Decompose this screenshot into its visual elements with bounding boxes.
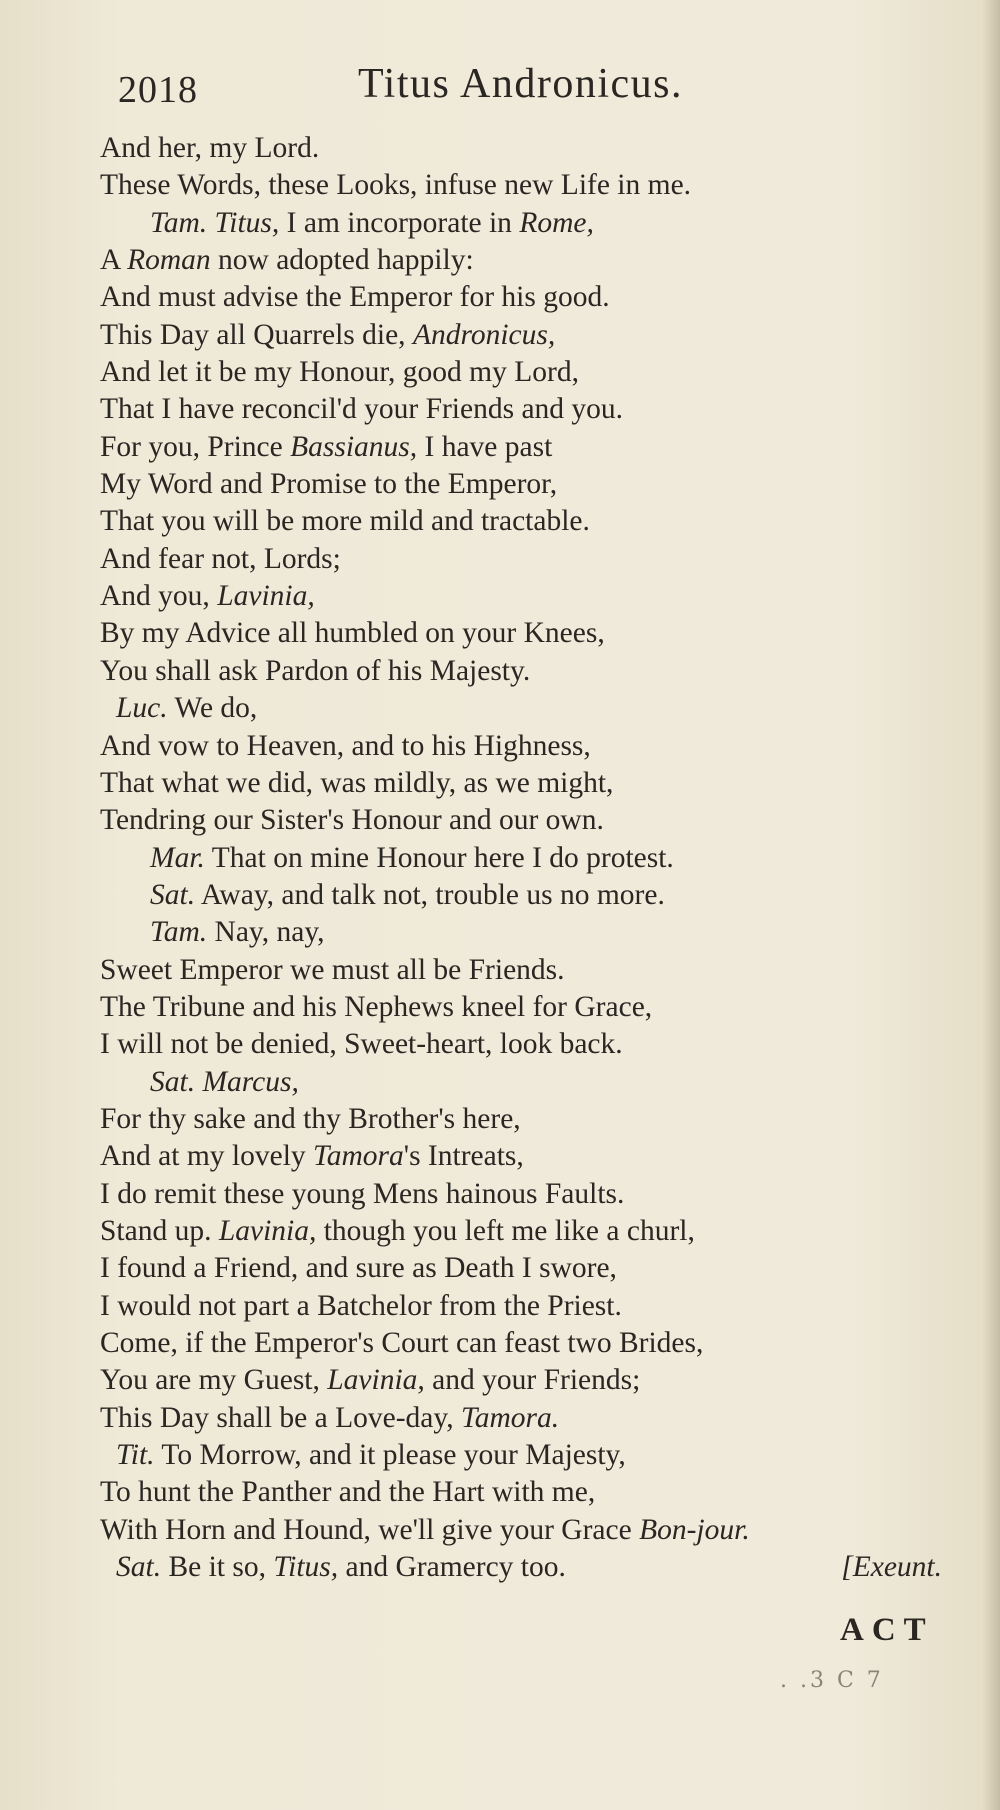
italic-segment: Tam. bbox=[150, 916, 208, 949]
text-line bbox=[100, 279, 980, 316]
text-line bbox=[100, 1325, 980, 1362]
text-line bbox=[100, 466, 980, 503]
text-segment: That I have reconcil'd your Friends and you. bbox=[100, 393, 624, 426]
text-segment: The Tribune and his Nephews kneel for Grace, bbox=[100, 990, 653, 1023]
text-segment: And fear not, Lords; bbox=[100, 542, 341, 575]
text-line bbox=[100, 802, 980, 839]
text-segment: I am incorporate in bbox=[279, 206, 520, 239]
text-line bbox=[100, 578, 980, 615]
italic-segment: Titus, bbox=[214, 206, 280, 239]
text-line bbox=[100, 1101, 980, 1138]
text-segment: That you will be more mild and tractable. bbox=[100, 505, 590, 538]
text-segment: Come, if the Emperor's Court can feast two Brides, bbox=[100, 1327, 704, 1359]
text-line bbox=[100, 728, 980, 765]
text-segment: That what we did, was mildly, as we might, bbox=[100, 766, 614, 799]
italic-segment: Titus, bbox=[273, 1551, 339, 1584]
running-title: Titus Andronicus. bbox=[358, 61, 684, 107]
text-segment: To hunt the Panther and the Hart with me, bbox=[100, 1476, 596, 1509]
text-segment: We do, bbox=[167, 692, 258, 725]
italic-segment: Lavinia, bbox=[327, 1364, 425, 1397]
text-line bbox=[100, 615, 980, 652]
text-line bbox=[100, 1250, 980, 1287]
text-segment: With Horn and Hound, we'll give your Grace bbox=[100, 1513, 640, 1546]
italic-segment: Sat. bbox=[116, 1551, 162, 1584]
text-line bbox=[100, 690, 980, 727]
play-text bbox=[100, 130, 980, 1586]
text-line bbox=[100, 1213, 980, 1250]
text-segment: And her, my Lord. bbox=[100, 132, 320, 164]
text-segment: And you, bbox=[100, 580, 218, 613]
text-segment: And let it be my Honour, good my Lord, bbox=[100, 356, 579, 389]
text-line bbox=[100, 1138, 980, 1175]
text-line bbox=[100, 1512, 980, 1549]
text-line bbox=[100, 1362, 980, 1399]
text-line bbox=[100, 167, 980, 204]
text-line bbox=[100, 877, 980, 914]
text-line bbox=[100, 1474, 980, 1511]
italic-segment: Andronicus, bbox=[412, 318, 556, 351]
text-line bbox=[100, 1026, 980, 1063]
italic-segment: Marcus, bbox=[202, 1065, 299, 1098]
italic-segment: Bon-jour. bbox=[639, 1513, 750, 1546]
catchword: ACT bbox=[840, 1612, 934, 1648]
text-segment: I will not be denied, Sweet-heart, look back. bbox=[100, 1028, 623, 1061]
text-segment: And vow to Heaven, and to his Highness, bbox=[100, 729, 591, 762]
text-segment: And must advise the Emperor for his good. bbox=[100, 281, 610, 314]
italic-segment: Bassianus, bbox=[290, 430, 418, 463]
italic-segment: Tit. bbox=[116, 1439, 155, 1472]
text-segment: Tendring our Sister's Honour and our own. bbox=[100, 804, 604, 837]
text-line bbox=[100, 503, 980, 540]
text-line bbox=[100, 541, 980, 578]
text-line bbox=[100, 1437, 980, 1474]
page-number: 2018 bbox=[118, 69, 198, 111]
italic-segment: Roman bbox=[127, 244, 211, 277]
text-segment: Be it so, bbox=[161, 1551, 274, 1584]
text-line bbox=[100, 354, 980, 391]
text-segment: You shall ask Pardon of his Majesty. bbox=[100, 654, 531, 687]
text-segment: Nay, nay, bbox=[207, 916, 325, 949]
text-segment: These Words, these Looks, infuse new Life in me. bbox=[100, 169, 692, 202]
italic-segment: Luc. bbox=[116, 692, 168, 725]
text-segment: This Day all Quarrels die, bbox=[100, 318, 413, 351]
text-line bbox=[100, 1176, 980, 1213]
text-segment: I do remit these young Mens hainous Faults. bbox=[100, 1177, 625, 1210]
text-segment: though you left me like a churl, bbox=[316, 1214, 695, 1247]
text-segment: By my Advice all humbled on your Knees, bbox=[100, 617, 605, 650]
text-line bbox=[100, 653, 980, 690]
text-segment: and Gramercy too. bbox=[338, 1551, 566, 1584]
text-segment: For thy sake and thy Brother's here, bbox=[100, 1102, 521, 1135]
text-line bbox=[100, 989, 980, 1026]
text-segment: now adopted happily: bbox=[210, 244, 474, 277]
text-segment: and your Friends; bbox=[424, 1364, 641, 1397]
text-segment: And at my lovely bbox=[100, 1140, 314, 1173]
text-line bbox=[100, 1288, 980, 1325]
text-line bbox=[100, 1064, 980, 1101]
text-segment: I would not part a Batchelor from the Priest. bbox=[100, 1289, 622, 1322]
italic-segment: Mar. bbox=[150, 841, 205, 874]
text-line bbox=[100, 391, 980, 428]
text-line bbox=[100, 952, 980, 989]
text-segment: A bbox=[100, 244, 128, 277]
text-segment: For you, Prince bbox=[100, 430, 291, 463]
text-line bbox=[100, 1400, 980, 1437]
text-segment: 's Intreats, bbox=[403, 1140, 524, 1173]
text-segment: To Morrow, and it please your Majesty, bbox=[154, 1439, 626, 1472]
text-segment: Stand up. bbox=[100, 1214, 219, 1247]
text-segment: Sweet Emperor we must all be Friends. bbox=[100, 953, 565, 986]
page-gutter-shadow bbox=[982, 0, 1000, 1810]
text-segment: This Day shall be a Love-day, bbox=[100, 1401, 461, 1434]
text-segment: You are my Guest, bbox=[100, 1364, 328, 1397]
italic-segment: Lavinia, bbox=[217, 580, 315, 613]
signature-mark: . .3 C 7 bbox=[780, 1668, 884, 1693]
text-line bbox=[100, 840, 980, 877]
stage-direction: [Exeunt. bbox=[841, 1551, 942, 1584]
text-line bbox=[100, 317, 980, 354]
italic-segment: Tam. bbox=[150, 206, 208, 239]
text-line bbox=[100, 1549, 980, 1586]
italic-segment: Lavinia, bbox=[218, 1214, 317, 1247]
text-segment: I have past bbox=[417, 430, 553, 463]
text-line bbox=[100, 130, 980, 167]
italic-segment: Sat. bbox=[150, 1065, 196, 1098]
text-segment: I found a Friend, and sure as Death I swore, bbox=[100, 1252, 617, 1285]
italic-segment: Sat. bbox=[150, 878, 196, 911]
text-segment: Away, and talk not, trouble us no more. bbox=[195, 878, 665, 911]
text-line bbox=[100, 205, 980, 242]
text-segment bbox=[207, 207, 214, 239]
text-line bbox=[100, 914, 980, 951]
text-line bbox=[100, 242, 980, 279]
text-segment: My Word and Promise to the Emperor, bbox=[100, 468, 558, 501]
italic-segment: Tamora. bbox=[461, 1401, 560, 1434]
text-line bbox=[100, 429, 980, 466]
text-segment: That on mine Honour here I do protest. bbox=[204, 841, 674, 874]
italic-segment: Tamora bbox=[313, 1140, 404, 1173]
italic-segment: Rome, bbox=[519, 206, 594, 239]
text-line bbox=[100, 765, 980, 802]
